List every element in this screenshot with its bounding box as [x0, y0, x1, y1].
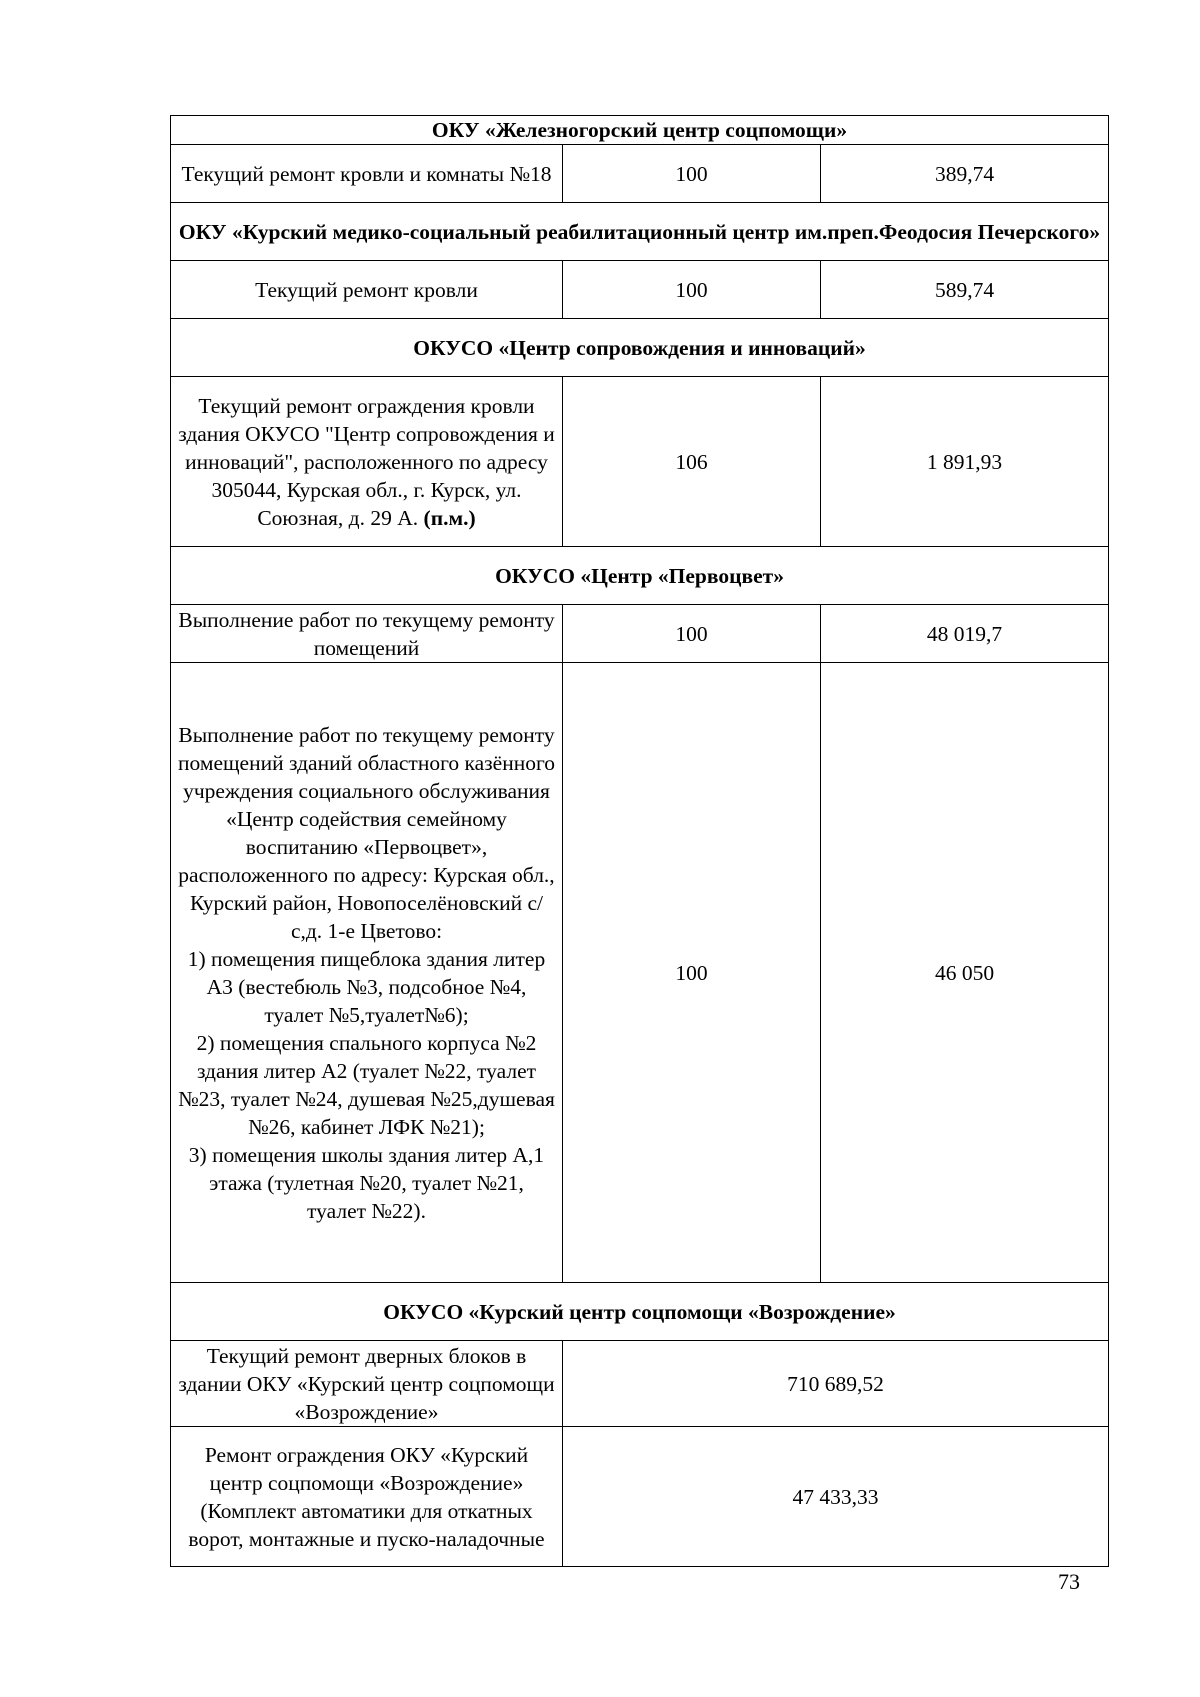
description-cell: Текущий ремонт кровли: [171, 261, 563, 319]
section-header-row: [171, 116, 1109, 145]
quantity-cell: 100: [563, 145, 821, 203]
section-title: ОКУ «Курский медико-социальный реабилитационный центр им.преп.Феодосия Печерского»: [171, 203, 1109, 261]
description-text: Текущий ремонт ограждения кровли здания ОКУСО "Центр сопровождения и инноваций", расположенного по адресу 305044, Курская обл., г. Курск, ул. Союзная, д. 29 А.: [178, 393, 555, 530]
section-title: ОКУСО «Курский центр соцпомощи «Возрождение»: [171, 1283, 1109, 1341]
section-header-row: [171, 547, 1109, 605]
section-title: ОКУ «Железногорский центр соцпомощи»: [171, 116, 1109, 145]
table-row: [171, 261, 1109, 319]
section-header-row: [171, 319, 1109, 377]
quantity-cell: 106: [563, 377, 821, 547]
section-header-row: [171, 203, 1109, 261]
amount-cell: 48 019,7: [821, 605, 1109, 663]
repair-works-table: [170, 115, 1109, 1567]
section-title: ОКУСО «Центр «Первоцвет»: [171, 547, 1109, 605]
table-row: [171, 663, 1109, 1283]
quantity-cell: 100: [563, 663, 821, 1283]
amount-cell: 710 689,52: [563, 1341, 1109, 1427]
description-cell: Выполнение работ по текущему ремонту помещений зданий областного казённого учреждения социального обслуживания «Центр содействия семейному воспитанию «Первоцвет», расположенного по адресу: Курская обл., Курский район, Новопоселёновский с/с,д. 1-е Цветово: 1) помещения пищеблока здания литер А3 (вестебюль №3, подсобное №4, туалет №5,туалет№6); 2) помещения спального корпуса №2 здания литер А2 (туалет №22, туалет №23, туалет №24, душевая №25,душевая №26, кабинет ЛФК №21); 3) помещения школы здания литер А,1 этажа (тулетная №20, туалет №21, туалет №22).: [171, 663, 563, 1283]
table-row: [171, 145, 1109, 203]
section-title: ОКУСО «Центр сопровождения и инноваций»: [171, 319, 1109, 377]
description-cell: Текущий ремонт дверных блоков в здании ОКУ «Курский центр соцпомощи «Возрождение»: [171, 1341, 563, 1427]
description-cell: Выполнение работ по текущему ремонту помещений: [171, 605, 563, 663]
table-row: [171, 605, 1109, 663]
amount-cell: 47 433,33: [563, 1427, 1109, 1567]
section-header-row: [171, 1283, 1109, 1341]
amount-cell: 389,74: [821, 145, 1109, 203]
description-cell: Ремонт ограждения ОКУ «Курский центр соцпомощи «Возрождение» (Комплект автоматики для откатных ворот, монтажные и пуско-наладочные: [171, 1427, 563, 1567]
quantity-cell: 100: [563, 605, 821, 663]
amount-cell: 46 050: [821, 663, 1109, 1283]
amount-cell: 1 891,93: [821, 377, 1109, 547]
quantity-cell: 100: [563, 261, 821, 319]
description-cell: Текущий ремонт кровли и комнаты №18: [171, 145, 563, 203]
table-row: [171, 1427, 1109, 1567]
table-row: [171, 1341, 1109, 1427]
table-row: [171, 377, 1109, 547]
unit-label: (п.м.): [423, 505, 476, 530]
description-cell: [171, 377, 563, 547]
amount-cell: 589,74: [821, 261, 1109, 319]
page-number: 73: [1058, 1569, 1080, 1594]
